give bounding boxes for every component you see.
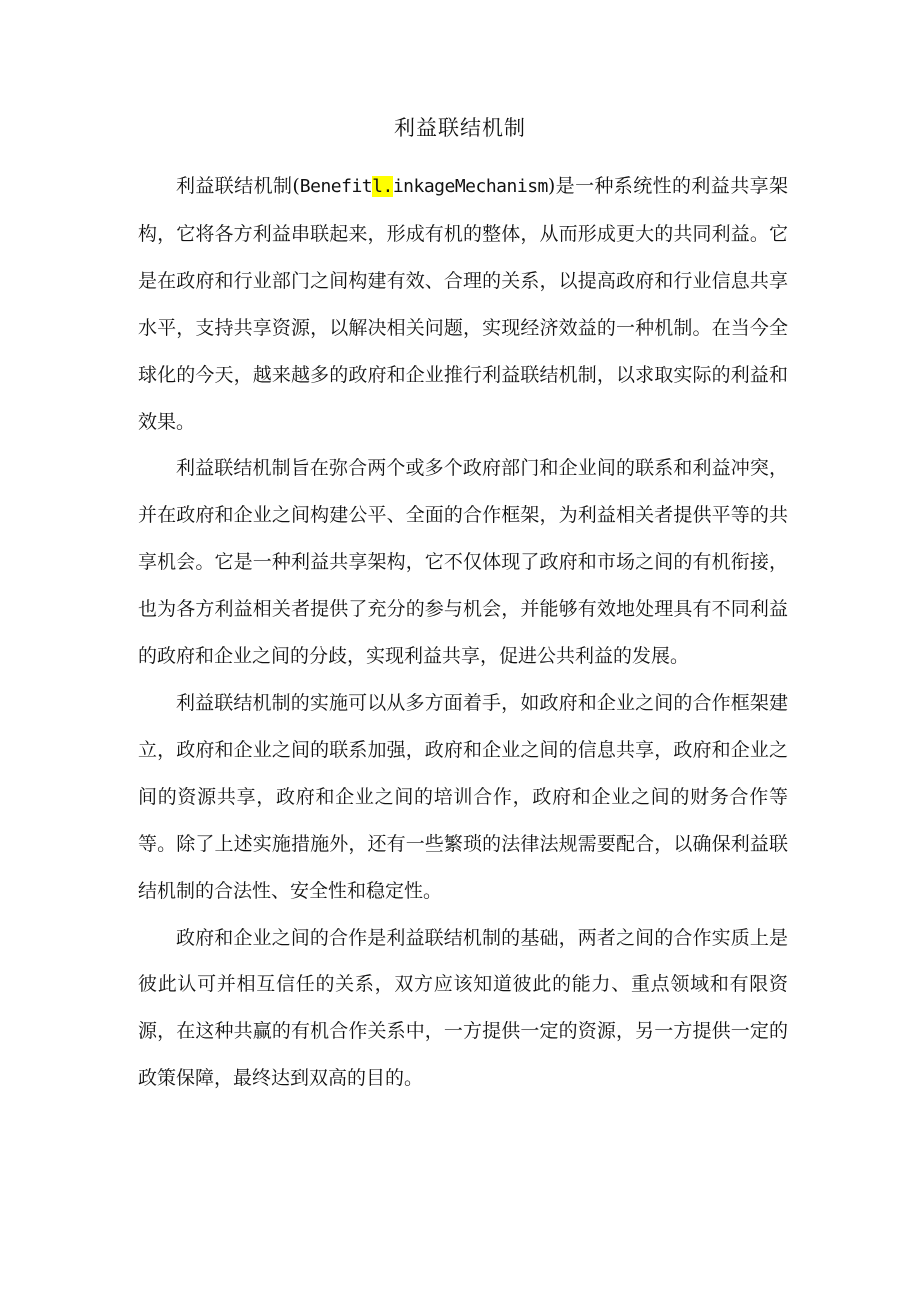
- paragraph-1-term-a: Benefit: [299, 176, 373, 197]
- paragraph-1-term-b: inkageMechanism: [392, 176, 548, 197]
- document-body: [138, 163, 788, 1102]
- paragraph-4: 政府和企业之间的合作是利益联结机制的基础，两者之间的合作实质上是彼此认可并相互信任的关系，双方应该知道彼此的能力、重点领域和有限资源，在这种共赢的有机合作关系中，一方提供一定的资源，另一方提供一定的政策保障，最终达到双高的目的。: [138, 926, 788, 1090]
- paragraph-1-lead: 利益联结机制(: [176, 175, 300, 197]
- paragraph-1-rest: )是一种系统性的利益共享架构，它将各方利益串联起来，形成有机的整体，从而形成更大的共同利益。它是在政府和行业部门之间构建有效、合理的关系，以提高政府和行业信息共享水平，支持共享资源，以解决相关问题，实现经济效益的一种机制。在当今全球化的今天，越来越多的政府和企业推行利益联结机制，以求取实际的利益和效果。: [138, 175, 788, 433]
- paragraph-3: 利益联结机制的实施可以从多方面着手，如政府和企业之间的合作框架建立，政府和企业之间的联系加强，政府和企业之间的信息共享，政府和企业之间的资源共享，政府和企业之间的培训合作，政府和企业之间的财务合作等等。除了上述实施措施外，还有一些繁琐的法律法规需要配合，以确保利益联结机制的合法性、安全性和稳定性。: [138, 691, 788, 902]
- paragraph-2: 利益联结机制旨在弥合两个或多个政府部门和企业间的联系和利益冲突，并在政府和企业之间构建公平、全面的合作框架，为利益相关者提供平等的共享机会。它是一种利益共享架构，它不仅体现了政府和市场之间的有机衔接，也为各方利益相关者提供了充分的参与机会，并能够有效地处理具有不同利益的政府和企业之间的分歧，实现利益共享，促进公共利益的发展。: [138, 457, 788, 668]
- highlighted-text: l.: [372, 176, 393, 197]
- paragraph-1: [138, 163, 788, 445]
- document-title: 利益联结机制: [394, 116, 526, 140]
